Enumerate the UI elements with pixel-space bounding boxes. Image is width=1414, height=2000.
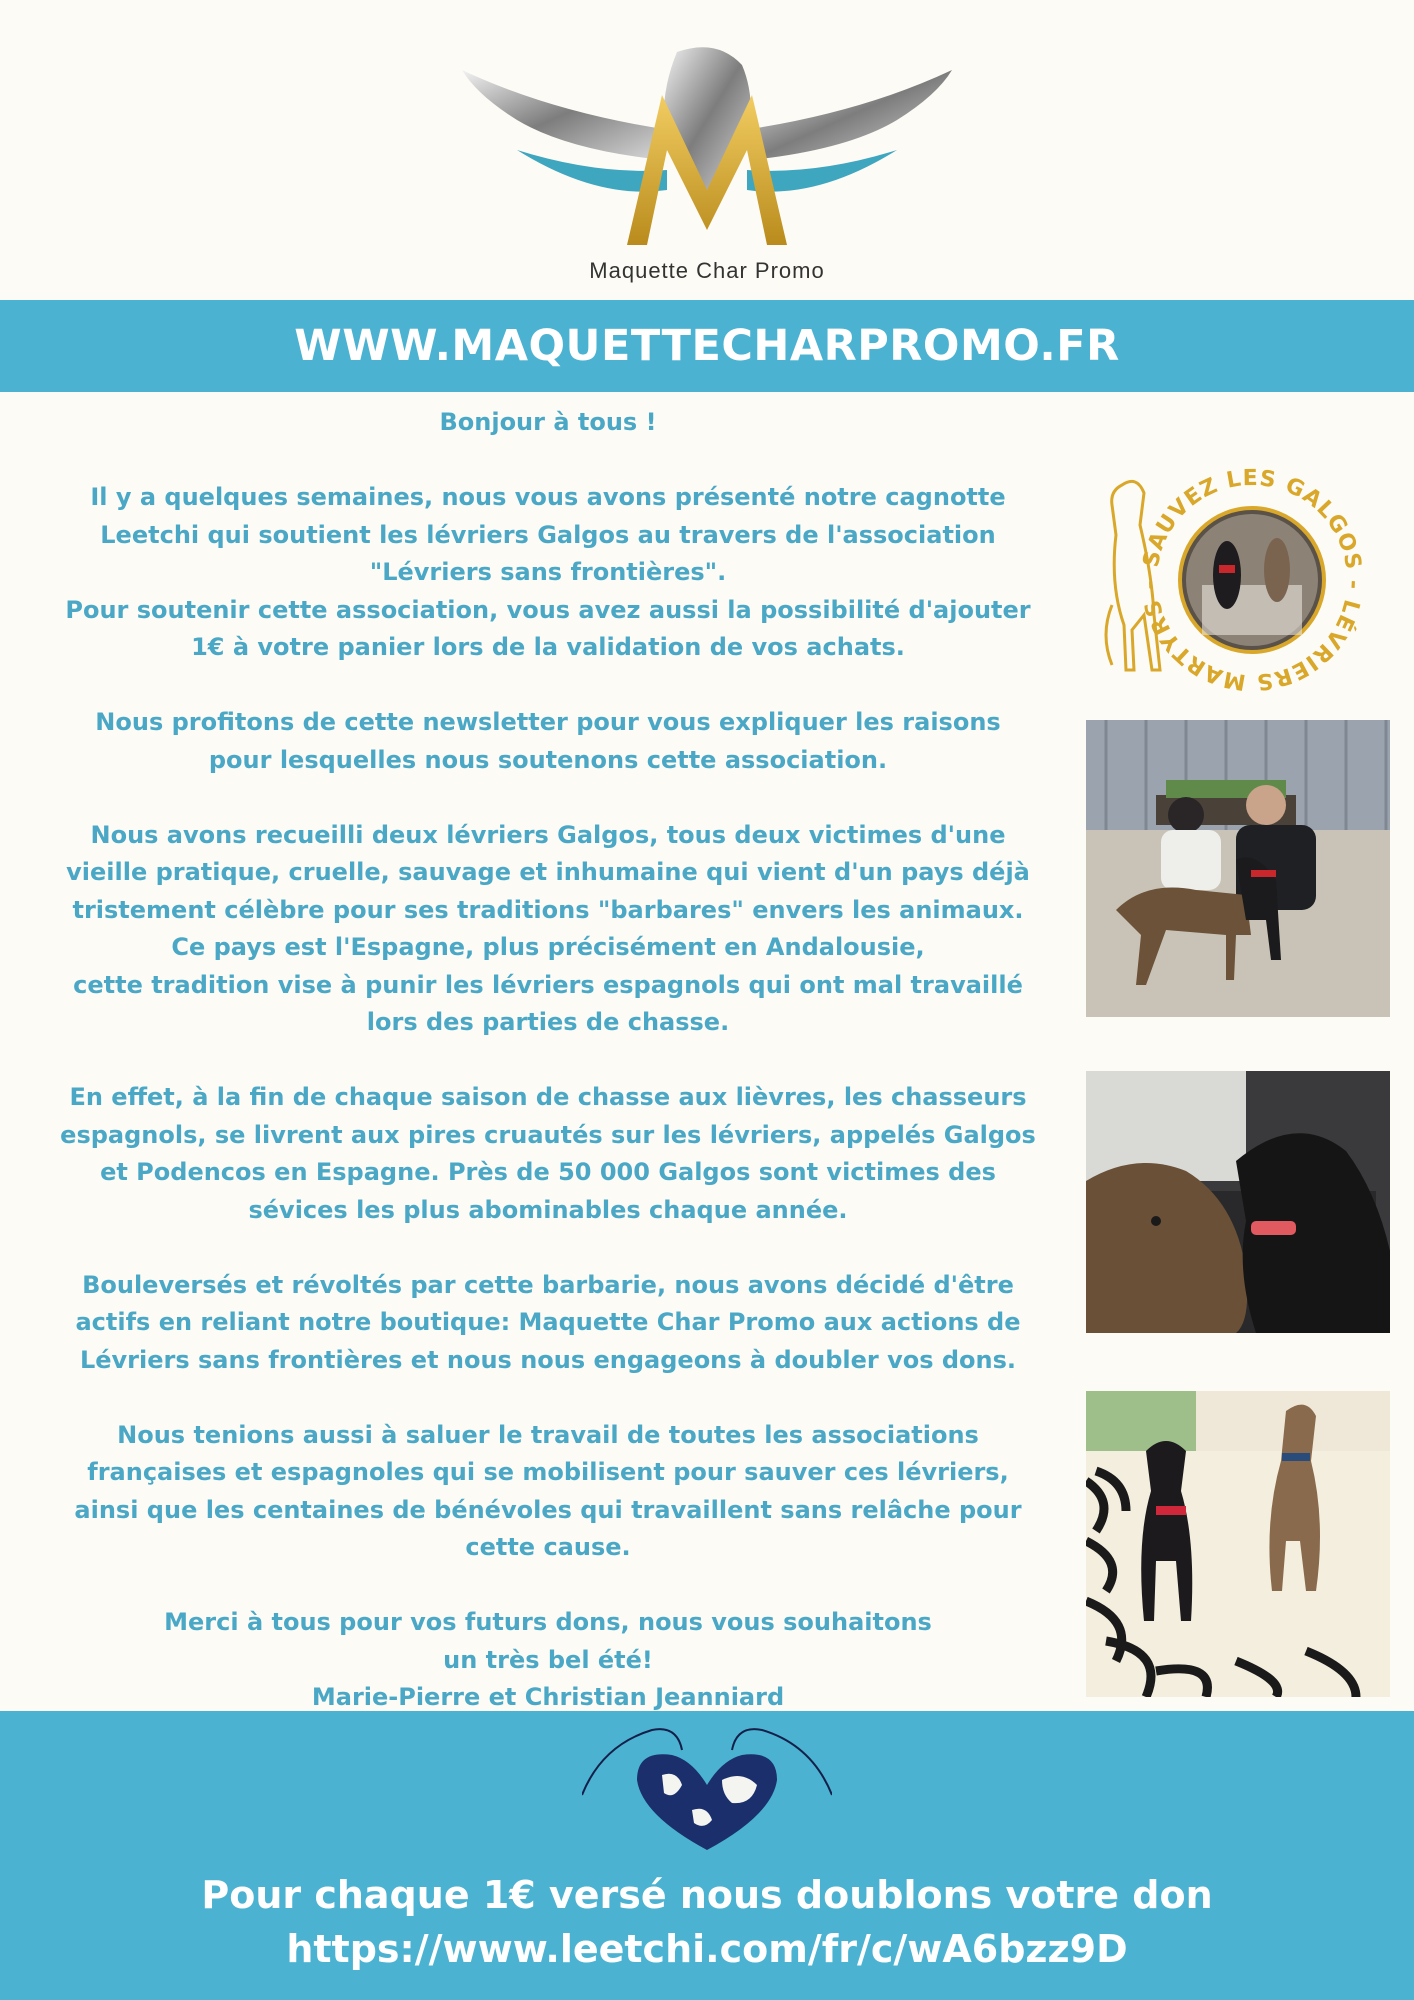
- sauvez-les-galgos-badge: [1082, 465, 1392, 695]
- text-line: françaises et espagnoles qui se mobilisent pour sauver ces lévriers,: [87, 1458, 1009, 1486]
- text-line: ainsi que les centaines de bénévoles qui travaillent sans relâche pour: [74, 1495, 1022, 1524]
- paragraph-hunting-season: [30, 1079, 1066, 1229]
- text-line: et Podencos en Espagne. Près de 50 000 Galgos sont victimes des: [100, 1158, 996, 1186]
- text-line: Il y a quelques semaines, nous vous avons présenté notre cagnotte: [90, 483, 1006, 511]
- text-line: tristement célèbre pour ses traditions "barbares" envers les animaux.: [72, 895, 1024, 924]
- text-line: Nous avons recueilli deux lévriers Galgos, tous deux victimes d'une: [90, 820, 1006, 849]
- paragraph-signature: [30, 1604, 1066, 1717]
- paragraph-intro: [30, 479, 1066, 667]
- website-url-link[interactable]: WWW.MAQUETTECHARPROMO.FR: [294, 321, 1120, 371]
- header-logo-area: [0, 0, 1414, 300]
- text-line: cette cause.: [465, 1533, 631, 1561]
- text-line: Pour soutenir cette association, vous avez aussi la possibilité d'ajouter: [65, 595, 1031, 624]
- text-line: cette tradition vise à punir les lévriers espagnols qui ont mal travaillé: [73, 970, 1023, 999]
- website-banner: [0, 300, 1414, 392]
- text-line: 1€ à votre panier lors de la validation de vos achats.: [191, 633, 905, 661]
- text-line: Merci à tous pour vos futurs dons, nous vous souhaitons: [164, 1608, 932, 1636]
- paragraph-thanks-associations: [30, 1417, 1066, 1567]
- text-line: lors des parties de chasse.: [366, 1008, 730, 1036]
- text-line: un très bel été!: [443, 1645, 653, 1674]
- text-line: pour lesquelles nous soutenons cette association.: [208, 745, 888, 774]
- text-line: sévices les plus abominables chaque année.: [248, 1195, 848, 1224]
- brand-name-text: Maquette Char Promo: [589, 258, 825, 283]
- leetchi-link[interactable]: https://www.leetchi.com/fr/c/wA6bzz9D: [286, 1927, 1128, 1971]
- text-line: vieille pratique, cruelle, sauvage et inhumaine qui vient d'un pays déjà: [66, 858, 1030, 886]
- donation-doubling-text: Pour chaque 1€ versé nous doublons votre don: [201, 1873, 1213, 1917]
- paragraph-engagement: [30, 1267, 1066, 1380]
- text-line: Ce pays est l'Espagne, plus précisément en Andalousie,: [171, 933, 925, 961]
- text-line: Nous tenions aussi à saluer le travail de toutes les associations: [117, 1420, 979, 1449]
- paragraph-purpose: [30, 704, 1066, 779]
- text-line: Bouleversés et révoltés par cette barbarie, nous avons décidé d'être: [82, 1270, 1014, 1299]
- text-line: Nous profitons de cette newsletter pour vous expliquer les raisons: [95, 708, 1001, 736]
- maquette-char-promo-logo[interactable]: [457, 40, 957, 260]
- levriers-sans-frontieres-logo: [582, 1725, 832, 1865]
- greyhounds-on-sofa-photo: [1086, 1391, 1390, 1697]
- greyhound-outline-icon: [1106, 481, 1160, 670]
- text-line: Bonjour à tous !: [439, 408, 657, 436]
- footer-banner: [0, 1711, 1414, 2000]
- text-line: Lévriers sans frontières et nous nous engageons à doubler vos dons.: [79, 1345, 1017, 1374]
- signature-line: Marie-Pierre et Christian Jeanniard: [311, 1683, 785, 1711]
- text-line: espagnols, se livrent aux pires cruautés sur les lévriers, appelés Galgos: [60, 1120, 1036, 1149]
- text-line: En effet, à la fin de chaque saison de chasse aux lièvres, les chasseurs: [69, 1083, 1027, 1111]
- badge-circle-text: SAUVEZ LES GALGOS - LÉVRIERS MARTYRS -: [1137, 465, 1367, 695]
- text-line: Leetchi qui soutient les lévriers Galgos au travers de l'association: [100, 520, 996, 549]
- couple-with-greyhounds-photo: [1086, 720, 1390, 1017]
- paragraph-story: [30, 817, 1066, 1042]
- text-line: actifs en reliant notre boutique: Maquette Char Promo aux actions de: [75, 1308, 1021, 1336]
- text-line: "Lévriers sans frontières".: [369, 558, 727, 586]
- paragraph-greeting: [30, 404, 1066, 442]
- newsletter-body: [30, 404, 1066, 1717]
- greyhounds-in-car-photo: [1086, 1071, 1390, 1333]
